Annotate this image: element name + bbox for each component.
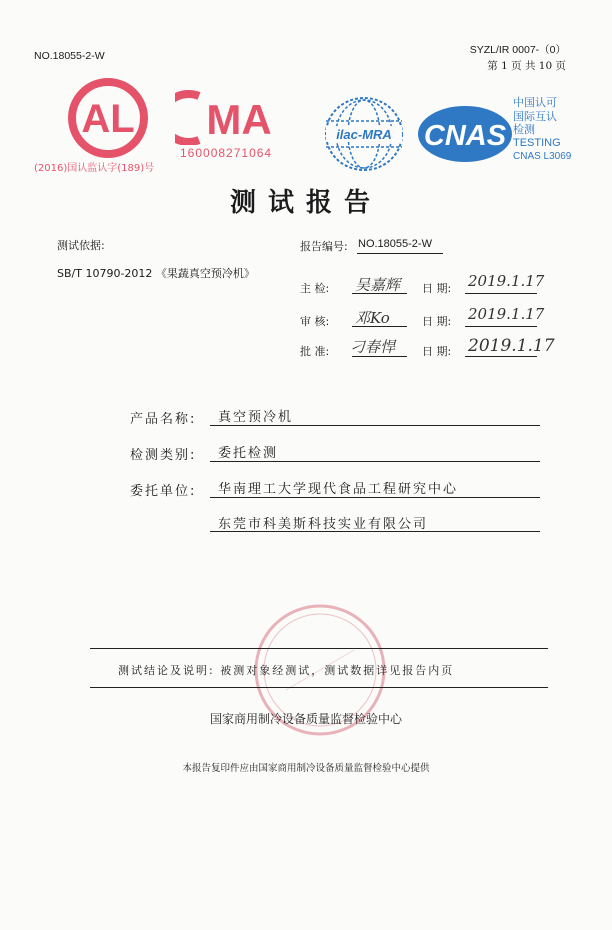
cal-caption: (2016)国认监认字(189)号	[34, 163, 155, 174]
test-category-value: 委托检测	[218, 446, 279, 461]
reviewer-date: 2019.1.17	[468, 305, 545, 323]
cnas-line-3: 检测	[513, 123, 535, 136]
conclusion-text: 测试结论及说明: 被测对象经测试，测试数据详见报告内页	[118, 664, 455, 677]
client-label: 委托单位:	[130, 484, 197, 499]
client-value-1: 华南理工大学现代食品工程研究中心	[218, 482, 459, 497]
approver-signature: 刁春悍	[350, 338, 396, 356]
ilac-logo-text: ilac-MRA	[336, 127, 392, 142]
page-info: 第 1 页 共 10 页	[487, 60, 566, 72]
cnas-logo-icon	[416, 104, 514, 164]
form-code: SYZL/IR 0007-（0）	[469, 44, 566, 56]
cnas-line-1: 中国认可	[513, 96, 557, 109]
approver-label: 批 准:	[300, 345, 330, 358]
approver-date-label: 日 期:	[422, 345, 452, 358]
cal-logo-text: AL	[81, 97, 135, 141]
center-name: 国家商用制冷设备质量监督检验中心	[209, 712, 402, 726]
reviewer-signature: 邓Ko	[355, 309, 390, 327]
approver-date: 2019.1.17	[468, 336, 555, 356]
cma-logo-text: MA	[206, 96, 272, 143]
ilac-globe-icon	[318, 95, 410, 173]
inspector-label: 主 检:	[300, 282, 330, 295]
product-name-value: 真空预冷机	[218, 410, 294, 425]
cnas-logo	[416, 104, 514, 164]
test-category-label: 检测类别:	[130, 448, 197, 463]
cnas-info	[513, 96, 571, 164]
approvals-block	[300, 272, 555, 366]
cal-logo-icon	[58, 78, 158, 158]
report-number-header: NO.18055-2-W	[34, 50, 105, 62]
inspector-date: 2019.1.17	[468, 272, 545, 290]
cnas-line-2: 国际互认	[513, 109, 557, 123]
reviewer-label: 审 核:	[300, 315, 330, 328]
product-name-label: 产品名称:	[130, 412, 197, 427]
reviewer-date-label: 日 期:	[422, 315, 452, 328]
client-value-2: 东莞市科美斯科技实业有限公司	[218, 517, 429, 532]
ilac-mra-logo	[318, 95, 410, 173]
cnas-line-4: TESTING	[513, 136, 561, 149]
cma-logo	[175, 90, 285, 145]
basis-label: 测试依据:	[57, 239, 105, 252]
cal-logo	[58, 78, 158, 158]
report-no-value: NO.18055-2-W	[358, 238, 432, 250]
inspector-date-label: 日 期:	[422, 282, 452, 295]
footer-note: 本报告复印件应由国家商用制冷设备质量监督检验中心提供	[182, 763, 430, 774]
cma-number: 160008271064	[180, 146, 273, 160]
cnas-logo-text: CNAS	[423, 120, 507, 152]
inspector-signature: 吴嘉辉	[355, 276, 401, 294]
cma-logo-icon	[175, 90, 285, 145]
document-title: 测试报告	[229, 188, 382, 218]
basis-standard: SB/T 10790-2012 《果蔬真空预冷机》	[57, 267, 255, 280]
cnas-line-5: CNAS L3069	[513, 151, 572, 162]
report-no-label: 报告编号:	[300, 240, 348, 253]
